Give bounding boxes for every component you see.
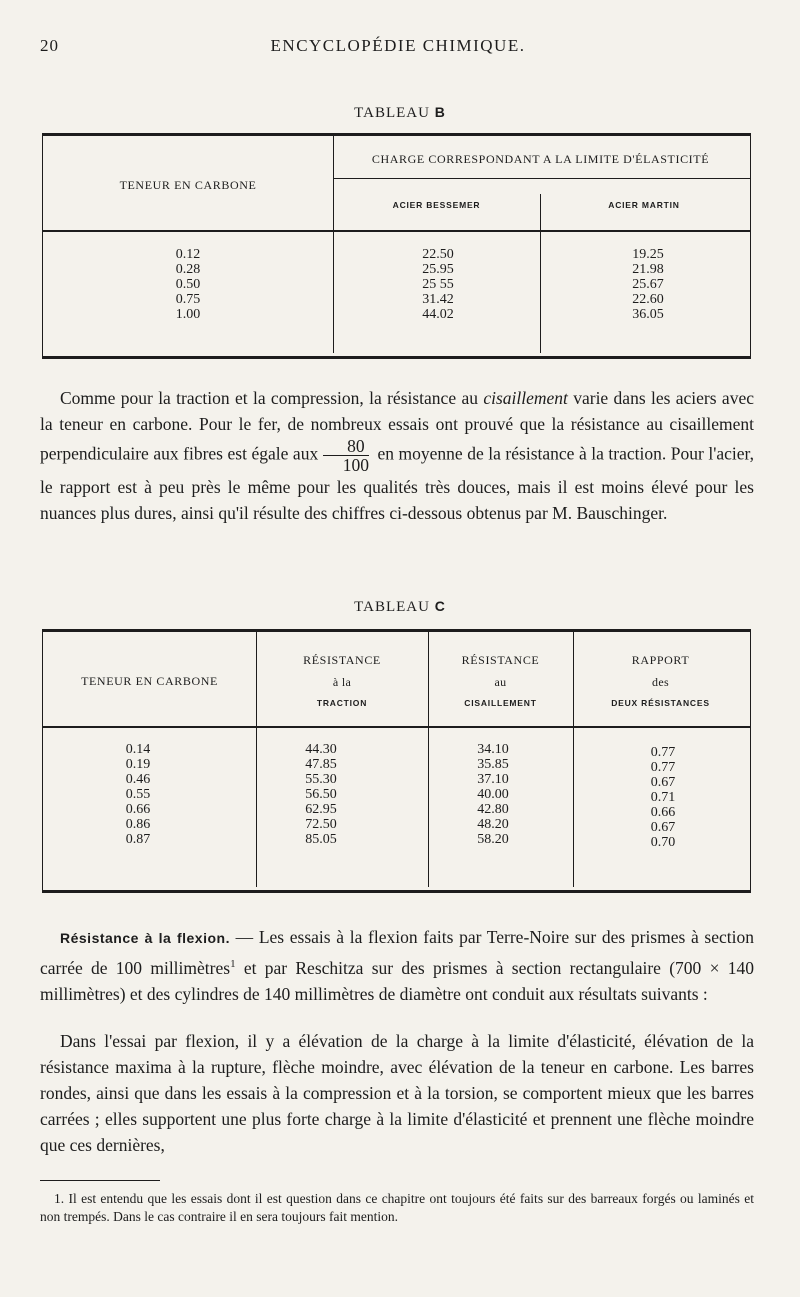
table-c-carbon-header: TENEUR EN CARBONE <box>81 674 218 688</box>
table-cell: 21.98 <box>632 262 664 277</box>
footnote-text: 1. Il est entendu que les essais dont il est question dans ce chapitre ont toujours été faits sur des barreaux forgés ou laminés et non trempés. Dans le cas contraire il en sera toujours fait mention. <box>40 1191 754 1224</box>
table-c-shear-header: RÉSISTANCE <box>461 653 540 667</box>
table-cell: 0.86 <box>125 817 151 832</box>
table-cell: 34.10 <box>477 742 509 757</box>
table-cell: 22.60 <box>632 292 664 307</box>
paragraph-text: Dans l'essai par flexion, il y a élévation de la charge à la limite d'élasticité, élévation de la résistance maxima à la rupture, flèche moindre, avec élévation de la teneur en carbone. Les barres rondes, ainsi que dans les essais à la compression et à la torsion, se comportent mieux que les barres carrées ; elles supportent une plus forte charge à la limite d'élasticité et prennent une flèche moindre que ces dernières, <box>40 1031 754 1155</box>
table-cell: 0.12 <box>175 247 201 262</box>
table-cell: 62.95 <box>305 802 337 817</box>
table-c-divider <box>256 632 257 887</box>
table-cell: 44.02 <box>422 307 454 322</box>
table-cell: 85.05 <box>305 832 337 847</box>
table-b-divider <box>540 194 541 353</box>
emphasis-text: cisaillement <box>483 388 568 408</box>
table-b <box>42 133 751 359</box>
paragraph-flexion-results <box>40 1028 754 1158</box>
table-c-traction-column <box>276 742 366 847</box>
table-cell: 0.50 <box>175 277 201 292</box>
footnote <box>40 1190 754 1226</box>
fraction-denominator: 100 <box>342 455 369 475</box>
table-c-traction-header-mid: à la <box>332 675 352 689</box>
table-b-group-rule <box>333 178 750 179</box>
table-b-bessemer-header: ACIER BESSEMER <box>392 200 481 210</box>
table-cell: 36.05 <box>632 307 664 322</box>
table-cell: 0.46 <box>125 772 151 787</box>
table-cell: 47.85 <box>305 757 337 772</box>
fraction <box>323 437 369 474</box>
table-cell: 55.30 <box>305 772 337 787</box>
table-cell: 25.95 <box>422 262 454 277</box>
paragraph-shear <box>40 385 754 526</box>
table-cell: 58.20 <box>477 832 509 847</box>
table-b-carbon-header: TENEUR EN CARBONE <box>119 178 257 192</box>
table-c <box>42 629 751 893</box>
table-cell: 0.71 <box>650 790 676 805</box>
paragraph-text: en moyenne de la résistance à la traction. Pour l'acier, le rapport est à peu près le même pour les qualités très douces, mais il est moins élevé pour les nuances plus dures, ainsi qu'il résulte des chiffres ci-dessous obtenus par M. Bauschinger. <box>40 443 755 523</box>
table-cell: 44.30 <box>305 742 337 757</box>
table-cell: 0.66 <box>650 805 676 820</box>
table-cell: 48.20 <box>477 817 509 832</box>
table-cell: 1.00 <box>175 307 201 322</box>
table-c-shear-header-low: CISAILLEMENT <box>464 698 537 708</box>
table-b-carbon-column <box>143 247 233 322</box>
table-c-title <box>0 598 800 616</box>
table-cell: 19.25 <box>632 247 664 262</box>
table-cell: 56.50 <box>305 787 337 802</box>
table-cell: 0.77 <box>650 745 676 760</box>
table-c-ratio-header-mid: des <box>652 675 669 689</box>
running-title: ENCYCLOPÉDIE CHIMIQUE. <box>270 36 526 55</box>
table-b-title-prefix: TABLEAU <box>354 105 430 121</box>
table-c-shear-column <box>448 742 538 847</box>
table-cell: 25.67 <box>632 277 664 292</box>
table-cell: 42.80 <box>477 802 509 817</box>
paragraph-text: et par Reschitza sur des prismes à section rectangulaire (700 × 140 millimètres) et des cylindres de 140 millimètres de diamètre ont conduit aux résultats suivants : <box>40 957 754 1004</box>
footnote-ref: 1 <box>230 958 236 970</box>
table-c-ratio-column <box>618 745 708 850</box>
table-c-shear-header-mid: au <box>494 675 507 689</box>
paragraph-text: varie dans les aciers avec la teneur en carbone. Pour le fer, de nombreux essais ont prouvé que la résistance au cisaillement perpendiculaire aux fibres est égale aux <box>40 388 754 464</box>
table-cell: 0.70 <box>650 835 676 850</box>
table-cell: 0.77 <box>650 760 676 775</box>
table-b-title-letter: B <box>434 104 446 120</box>
table-cell: 37.10 <box>477 772 509 787</box>
fraction-numerator: 80 <box>323 437 369 456</box>
table-c-title-letter: C <box>434 598 446 614</box>
table-cell: 0.28 <box>175 262 201 277</box>
table-cell: 0.75 <box>175 292 201 307</box>
footnote-rule <box>40 1180 160 1181</box>
table-c-ratio-header: RAPPORT <box>631 653 690 667</box>
table-c-header-rule <box>43 726 750 728</box>
table-c-carbon-column <box>93 742 183 847</box>
table-cell: 0.14 <box>125 742 151 757</box>
paragraph-flexion <box>40 924 754 1007</box>
table-cell: 25 55 <box>422 277 454 292</box>
table-cell: 0.67 <box>650 820 676 835</box>
table-b-header-rule <box>43 230 750 232</box>
table-b-group-header: CHARGE CORRESPONDANT A LA LIMITE D'ÉLASTICITÉ <box>371 152 710 166</box>
table-cell: 0.55 <box>125 787 151 802</box>
table-cell: 0.19 <box>125 757 151 772</box>
table-b-martin-header: ACIER MARTIN <box>608 200 680 210</box>
table-cell: 40.00 <box>477 787 509 802</box>
table-b-divider <box>333 136 334 353</box>
table-c-title-prefix: TABLEAU <box>354 599 430 615</box>
paragraph-text: — Les essais à la flexion faits par Terre-Noire sur des prismes à section carrée de 100 millimètres <box>40 927 754 978</box>
table-c-divider <box>428 632 429 887</box>
table-c-divider <box>573 632 574 887</box>
table-cell: 0.87 <box>125 832 151 847</box>
running-head <box>40 36 756 58</box>
table-b-bessemer-column <box>393 247 483 322</box>
table-cell: 0.67 <box>650 775 676 790</box>
table-cell: 35.85 <box>477 757 509 772</box>
table-b-title <box>0 104 800 122</box>
table-cell: 22.50 <box>422 247 454 262</box>
table-b-martin-column <box>603 247 693 322</box>
paragraph-text: Comme pour la traction et la compression, la résistance au <box>60 388 484 408</box>
page-number: 20 <box>40 36 59 55</box>
table-cell: 0.66 <box>125 802 151 817</box>
run-in-heading: Résistance à la flexion. <box>60 930 230 946</box>
table-cell: 72.50 <box>305 817 337 832</box>
table-c-traction-header: RÉSISTANCE <box>303 653 381 667</box>
table-cell: 31.42 <box>422 292 454 307</box>
table-c-ratio-header-low: DEUX RÉSISTANCES <box>611 698 710 708</box>
table-c-traction-header-low: TRACTION <box>316 698 368 708</box>
